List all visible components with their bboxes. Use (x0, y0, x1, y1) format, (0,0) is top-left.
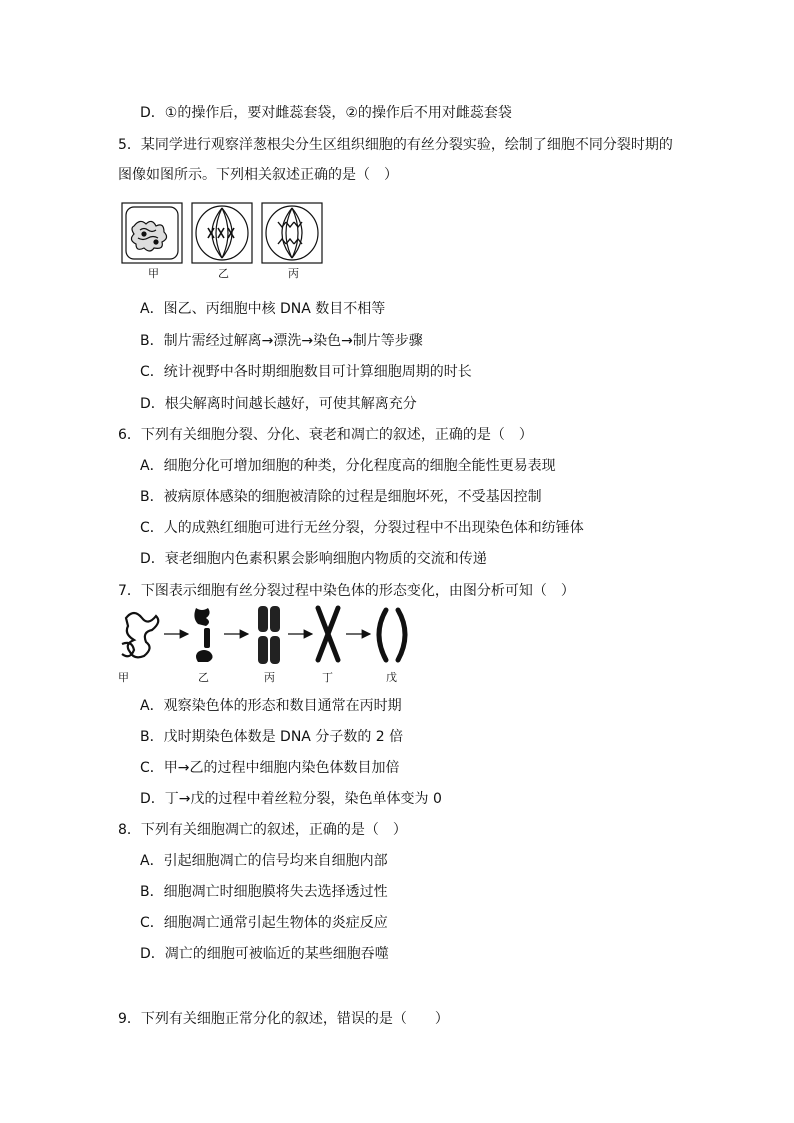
q5-stem-line2: 图像如图所示。下列相关叙述正确的是（ ） (118, 167, 398, 183)
q7-option-c: C．甲→乙的过程中细胞内染色体数目加倍 (140, 760, 400, 776)
stage-wu (379, 610, 405, 660)
q5-option-c: C．统计视野中各时期细胞数目可计算细胞周期的时长 (140, 364, 472, 380)
q6-stem: 6．下列有关细胞分裂、分化、衰老和凋亡的叙述，正确的是（ ） (118, 427, 533, 443)
q5-stem-line1: 5．某同学进行观察洋葱根尖分生区组织细胞的有丝分裂实验，绘制了细胞不同分裂时期的 (118, 137, 673, 153)
q8-option-c: C．细胞凋亡通常引起生物体的炎症反应 (140, 915, 388, 931)
q8-option-d: D．凋亡的细胞可被临近的某些细胞吞噬 (140, 946, 389, 962)
q7-option-b: B．戊时期染色体数是 DNA 分子数的 2 倍 (140, 729, 404, 745)
q5-label-bing: 丙 (288, 267, 299, 280)
q8-option-b: B．细胞凋亡时细胞膜将失去选择透过性 (140, 884, 388, 900)
q7-label-wu: 戊 (386, 671, 397, 684)
q6-option-c: C．人的成熟红细胞可进行无丝分裂，分裂过程中不出现染色体和纺锤体 (140, 520, 584, 536)
q7-stem: 7．下图表示细胞有丝分裂过程中染色体的形态变化，由图分析可知（ ） (118, 583, 575, 599)
q4-option-d: D．①的操作后，要对雌蕊套袋，②的操作后不用对雌蕊套袋 (140, 105, 512, 121)
q5-option-a: A．图乙、丙细胞中核 DNA 数目不相等 (140, 301, 386, 317)
cell-division-diagram (118, 200, 328, 268)
q7-label-jia: 甲 (118, 671, 129, 684)
q7-label-bing: 丙 (264, 671, 275, 684)
q5-figure-cells (118, 200, 328, 282)
cell-bing (262, 203, 322, 263)
q5-option-b: B．制片需经过解离→漂洗→染色→制片等步骤 (140, 333, 423, 349)
q9-stem: 9．下列有关细胞正常分化的叙述，错误的是（ ） (118, 1011, 449, 1027)
stage-bing (258, 606, 280, 664)
q7-figure-chromosomes (118, 604, 418, 684)
q7-label-ding: 丁 (322, 671, 333, 684)
q5-label-jia: 甲 (148, 267, 159, 280)
stage-jia (122, 613, 158, 657)
cell-jia (122, 203, 182, 263)
q7-label-yi: 乙 (198, 671, 209, 684)
q5-option-d: D．根尖解离时间越长越好，可使其解离充分 (140, 396, 417, 412)
q6-option-d: D．衰老细胞内色素积累会影响细胞内物质的交流和传递 (140, 551, 487, 567)
cell-yi (192, 203, 252, 263)
q6-option-a: A．细胞分化可增加细胞的种类，分化程度高的细胞全能性更易表现 (140, 458, 556, 474)
stage-ding (318, 608, 338, 660)
q7-option-a: A．观察染色体的形态和数目通常在丙时期 (140, 698, 402, 714)
q7-option-d: D．丁→戊的过程中着丝粒分裂，染色单体变为 0 (140, 791, 442, 807)
q6-option-b: B．被病原体感染的细胞被清除的过程是细胞坏死，不受基因控制 (140, 489, 542, 505)
q8-option-a: A．引起细胞凋亡的信号均来自细胞内部 (140, 853, 388, 869)
stage-yi (194, 608, 212, 662)
q5-label-yi: 乙 (218, 267, 229, 280)
chromosome-morphology-diagram (118, 604, 418, 670)
q8-stem: 8．下列有关细胞凋亡的叙述，正确的是（ ） (118, 822, 407, 838)
